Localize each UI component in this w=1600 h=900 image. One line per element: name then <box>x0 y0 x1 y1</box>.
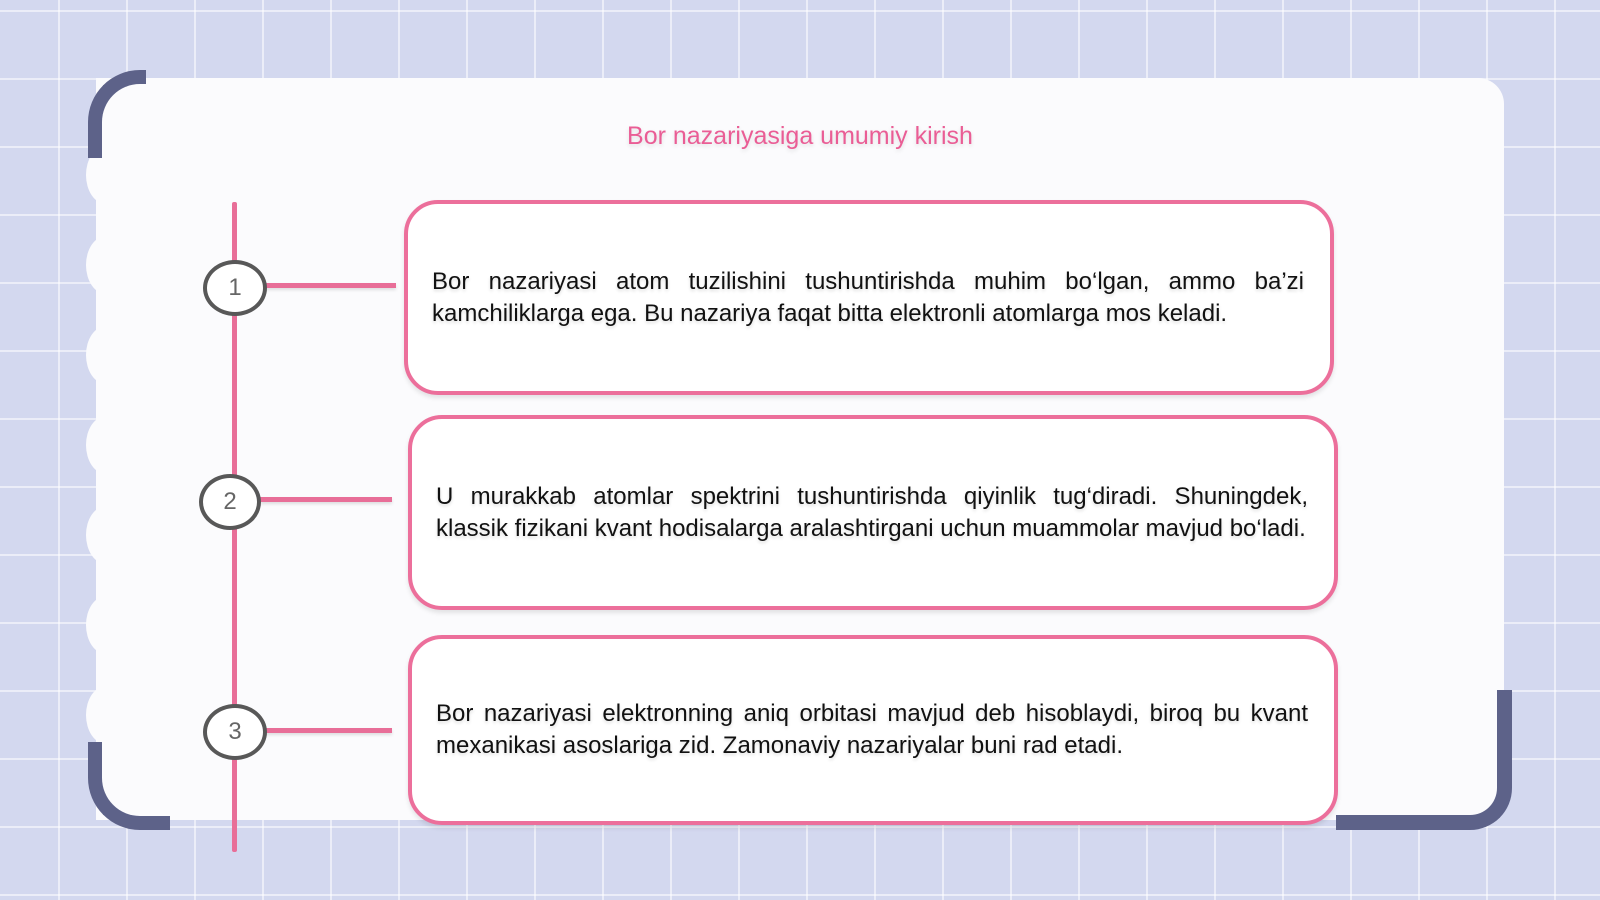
scallop-edge <box>86 326 126 384</box>
timeline-item-3 <box>408 635 1338 825</box>
timeline-item-text: U murakkab atomlar spektrini tushuntirishda qiyinlik tug‘diradi. Shuningdek, klassik fizikani kvant hodisalarga aralashtirgani uchun muammolar mavjud bo‘ladi. <box>436 482 1308 542</box>
scallop-edge <box>86 416 126 474</box>
timeline-item-text: Bor nazariyasi elektronning aniq orbitasi mavjud deb hisoblaydi, biroq bu kvant mexanikasi asoslariga zid. Zamonaviy nazariyalar buni rad etadi. <box>436 700 1308 759</box>
timeline-node-1: 1 <box>203 260 267 316</box>
scallop-edge <box>86 236 126 294</box>
timeline-item-2 <box>408 415 1338 610</box>
timeline-item-1 <box>404 200 1334 395</box>
timeline-connector <box>264 283 396 288</box>
scallop-edge <box>86 596 126 654</box>
slide-title: Bor nazariyasiga umumiy kirish <box>627 122 973 150</box>
scallop-edge <box>86 686 126 744</box>
timeline-node-2: 2 <box>199 474 261 530</box>
scallop-edge <box>86 506 126 564</box>
frame-corner-bottom-right <box>1336 690 1512 830</box>
timeline-item-text: Bor nazariyasi atom tuzilishini tushuntirishda muhim bo‘lgan, ammo ba’zi kamchiliklarga ega. Bu nazariya faqat bitta elektronli atomlarga mos keladi. <box>432 267 1304 327</box>
timeline-connector <box>260 497 392 502</box>
timeline-node-3: 3 <box>203 704 267 760</box>
timeline-connector <box>264 728 392 733</box>
